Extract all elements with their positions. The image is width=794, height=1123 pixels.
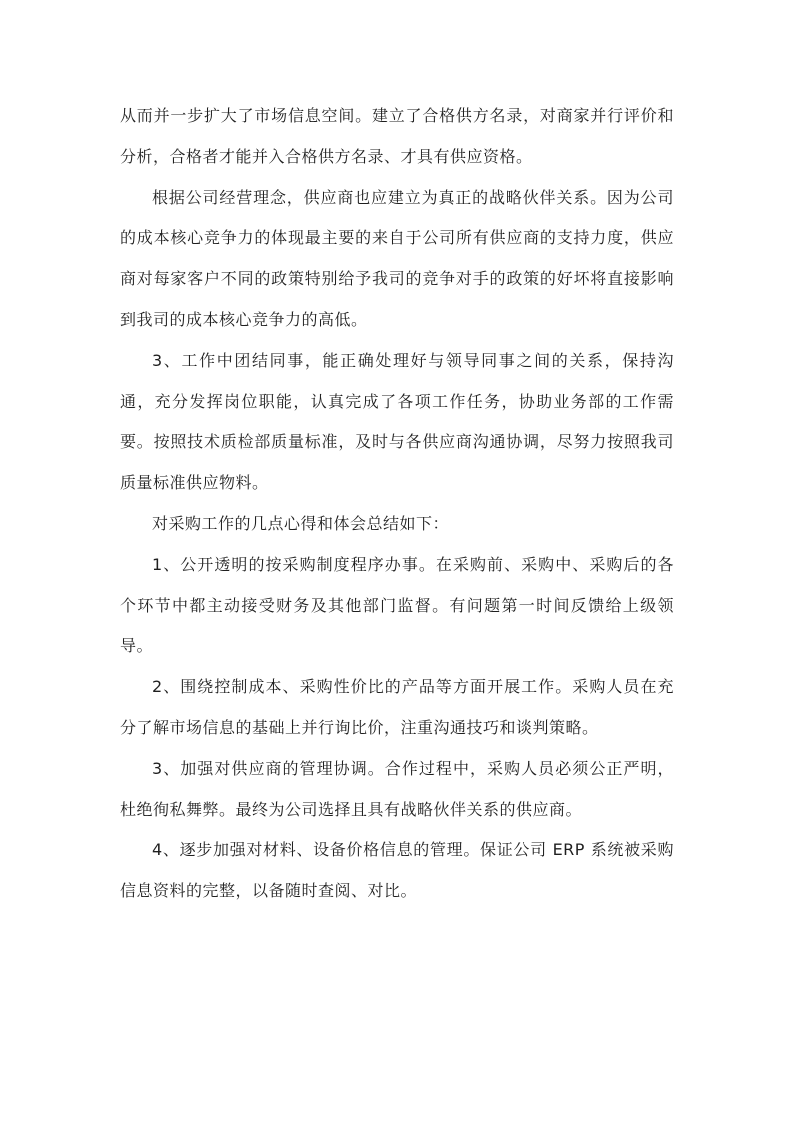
- paragraph-6: 2、围绕控制成本、采购性价比的产品等方面开展工作。采购人员在充分了解市场信息的基础上并行询比价，注重沟通技巧和谈判策略。: [120, 677, 674, 737]
- document-body: [120, 96, 674, 912]
- paragraph-8: 4、逐步加强对材料、设备价格信息的管理。保证公司 ERP 系统被采购信息资料的完整，以备随时查阅、对比。: [120, 840, 674, 901]
- paragraph-5: 1、公开透明的按采购制度程序办事。在采购前、采购中、采购后的各个环节中都主动接受财务及其他部门监督。有问题第一时间反馈给上级领导。: [120, 554, 674, 656]
- paragraph-7: 3、加强对供应商的管理协调。合作过程中，采购人员必须公正严明，杜绝徇私舞弊。最终为公司选择且具有战略伙伴关系的供应商。: [120, 758, 674, 819]
- paragraph-4: 对采购工作的几点心得和体会总结如下：: [152, 513, 450, 533]
- paragraph-1: 从而并一步扩大了市场信息空间。建立了合格供方名录，对商家并行评价和分析，合格者才能并入合格供方名录、才具有供应资格。: [120, 106, 674, 166]
- paragraph-3: 3、工作中团结同事，能正确处理好与领导同事之间的关系，保持沟通，充分发挥岗位职能，认真完成了各项工作任务，协助业务部的工作需要。按照技术质检部质量标准，及时与各供应商沟通协调，尽努力按照我司质量标准供应物料。: [120, 350, 674, 493]
- paragraph-2: 根据公司经营理念，供应商也应建立为真正的战略伙伴关系。因为公司的成本核心竞争力的体现最主要的来自于公司所有供应商的支持力度，供应商对每家客户不同的政策特别给予我司的竞争对手的政策的好坏将直接影响到我司的成本核心竞争力的高低。: [120, 187, 674, 329]
